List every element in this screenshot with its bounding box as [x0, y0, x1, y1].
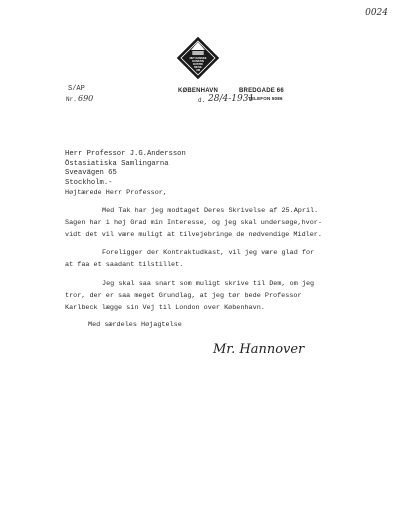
museum-logo-icon — [176, 36, 220, 80]
paragraph-1-line-1: Med Tak har jeg modtaget Deres Skrivelse af 25.April. — [102, 207, 319, 215]
reference-initials: S/AP — [68, 85, 85, 93]
letterhead-street: BREDGADE 66 — [239, 88, 284, 94]
date-label: d. — [198, 97, 206, 104]
letter-date: 28/4-1931 — [208, 94, 255, 104]
paragraph-1-line-2: Sagen har i høj Grad min Interesse, og jeg skal undersøge,hvor- — [65, 219, 322, 227]
recipient-line-4: Stockholm.- — [65, 178, 113, 187]
recipient-line-3: Sveavägen 65 — [65, 169, 117, 177]
signature: Mr. Hannover — [213, 342, 305, 357]
logo-text-3: DUSTRI — [193, 63, 203, 66]
salutation: Højtærede Herr Professor, — [65, 189, 167, 197]
recipient-line-1: Herr Professor J.G.Andersson — [65, 150, 186, 158]
recipient-address — [65, 150, 186, 188]
paragraph-1-line-3: vidt det vil være muligt at tilvejebringe de nødvendige Midler. — [65, 231, 322, 239]
paragraph-3-line-3: Karlbeck lægge sin Vej til London over København. — [65, 304, 265, 312]
paragraph-2-line-1: Foreligger der Kontraktudkast, vil jeg være glad for — [102, 249, 315, 257]
letterhead-city: KØBENHAVN — [178, 88, 219, 94]
reference-nr-value: 690 — [78, 94, 94, 103]
letterhead-phone: TELEFON 5086 — [248, 96, 283, 101]
logo-text-4: MUSE — [194, 66, 202, 69]
logo-text-1: DET DANSKE — [189, 57, 207, 60]
paragraph-3-line-1: Jeg skal saa snart som muligt skrive til Dem, om jeg — [102, 280, 315, 288]
logo-text-2: KUNSTIN — [192, 60, 204, 63]
paragraph-3-line-2: tror, der er saa meget Grundlag, at jeg tør bede Professor — [65, 292, 302, 300]
archive-number: 0024 — [365, 8, 388, 18]
closing: Med særdeles Højagtelse — [88, 321, 182, 329]
logo-text-5: UM — [195, 69, 201, 72]
recipient-line-2: Östasiatiska Samlingarna — [65, 159, 169, 168]
reference-nr-label: Nr. — [66, 96, 77, 103]
paragraph-2-line-2: at faa et saadant tilstillet. — [65, 261, 184, 269]
